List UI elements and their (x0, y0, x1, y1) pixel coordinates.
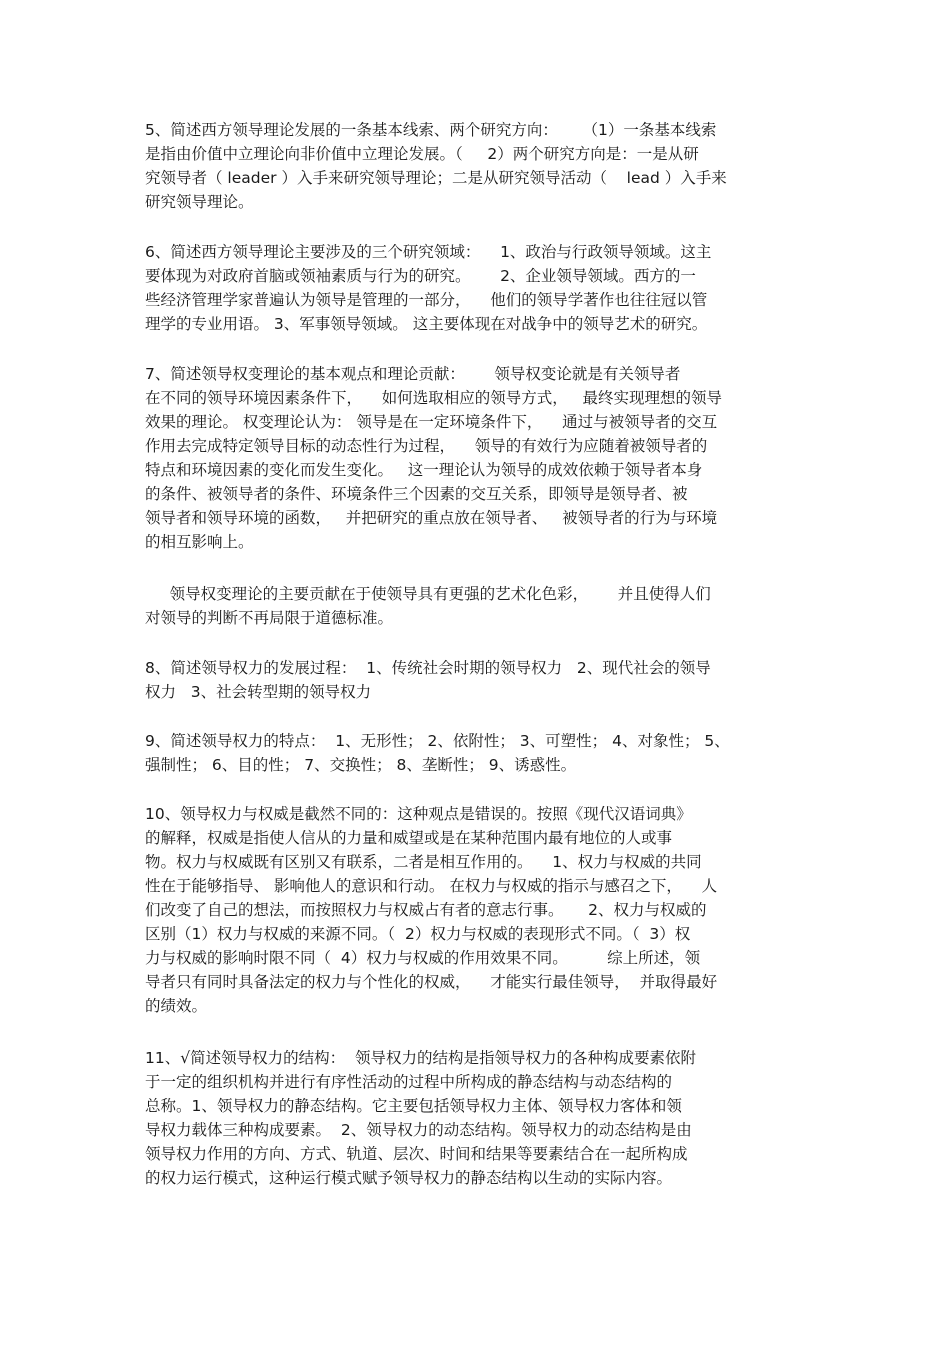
text-line: 的条件、被领导者的条件、环境条件三个因素的交互关系，即领导是领导者、被 (145, 485, 688, 503)
text-line: 导权力载体三种构成要素。 2、领导权力的动态结构。领导权力的动态结构是由 (145, 1121, 692, 1139)
paragraph-q5 (145, 118, 810, 214)
text-line: 的相互影响上。 (145, 533, 254, 551)
text-line: 于一定的组织机构并进行有序性活动的过程中所构成的静态结构与动态结构的 (145, 1073, 673, 1091)
text-line: 在不同的领导环境因素条件下， 如何选取相应的领导方式， 最终实现理想的领导 (145, 389, 722, 407)
text-line: 的权力运行模式，这种运行模式赋予领导权力的静态结构以生动的实际内容。 (145, 1169, 673, 1187)
text-line: 要体现为对政府首脑或领袖素质与行为的研究。 2、企业领导领域。西方的一 (145, 267, 696, 285)
text-line: 11、√简述领导权力的结构： 领导权力的结构是指领导权力的各种构成要素依附 (145, 1049, 696, 1067)
text-line: 9、简述领导权力的特点： 1、无形性； 2、依附性； 3、可塑性； 4、对象性； 5、 (145, 732, 730, 750)
paragraph-q8 (145, 656, 810, 704)
text-line: 5、简述西方领导理论发展的一条基本线索、两个研究方向： （1）一条基本线索 (145, 121, 717, 139)
text-line: 究领导者（ leader ）入手来研究领导理论；二是从研究领导活动（ lead ）入手来 (145, 169, 727, 187)
text-line: 权力 3、社会转型期的领导权力 (145, 683, 372, 701)
text-line: 10、领导权力与权威是截然不同的：这种观点是错误的。按照《现代汉语词典》 (145, 805, 692, 823)
text-line: 作用去完成特定领导目标的动态性行为过程， 领导的有效行为应随着被领导者的 (145, 437, 708, 455)
text-line: 理学的专业用语。 3、军事领导领域。 这主要体现在对战争中的领导艺术的研究。 (145, 315, 708, 333)
paragraph-q9 (145, 729, 810, 777)
text-line: 特点和环境因素的变化而发生变化。 这一理论认为领导的成效依赖于领导者本身 (145, 461, 703, 479)
paragraph-q6 (145, 240, 810, 336)
text-line: 物。权力与权威既有区别又有联系，二者是相互作用的。 1、权力与权威的共同 (145, 853, 702, 871)
text-line: 性在于能够指导、 影响他人的意识和行动。 在权力与权威的指示与感召之下， 人 (145, 877, 718, 895)
text-line: 领导者和领导环境的函数， 并把研究的重点放在领导者、 被领导者的行为与环境 (145, 509, 718, 527)
text-line: 8、简述领导权力的发展过程： 1、传统社会时期的领导权力 2、现代社会的领导 (145, 659, 711, 677)
text-line: 的绩效。 (145, 997, 208, 1015)
text-line: 的解释，权威是指使人信从的力量和威望或是在某种范围内最有地位的人或事 (145, 829, 673, 847)
text-line: 区别（1）权力与权威的来源不同。（ 2）权力与权威的表现形式不同。（ 3）权 (145, 925, 691, 943)
text-line: 6、简述西方领导理论主要涉及的三个研究领域： 1、政治与行政领导领域。这主 (145, 243, 712, 261)
text-line: 些经济管理学家普遍认为领导是管理的一部分， 他们的领导学著作也往往冠以管 (145, 291, 708, 309)
text-line: 是指由价值中立理论向非价值中立理论发展。（ 2）两个研究方向是：一是从研 (145, 145, 699, 163)
text-line: 领导权变理论的主要贡献在于使领导具有更强的艺术化色彩， 并且使得人们 (145, 585, 711, 603)
text-line: 导者只有同时具备法定的权力与个性化的权威， 才能实行最佳领导， 并取得最好 (145, 973, 718, 991)
text-line: 们改变了自己的想法，而按照权力与权威占有者的意志行事。 2、权力与权威的 (145, 901, 707, 919)
text-line: 总称。1、领导权力的静态结构。它主要包括领导权力主体、领导权力客体和领 (145, 1097, 682, 1115)
text-line: 研究领导理论。 (145, 193, 254, 211)
text-line: 对领导的判断不再局限于道德标准。 (145, 609, 394, 627)
text-line: 效果的理论。 权变理论认为： 领导是在一定环境条件下， 通过与被领导者的交互 (145, 413, 718, 431)
paragraph-q7 (145, 362, 810, 554)
paragraph-q11 (145, 1046, 810, 1190)
text-line: 强制性； 6、目的性； 7、交换性； 8、垄断性； 9、诱惑性。 (145, 756, 577, 774)
text-line: 7、简述领导权变理论的基本观点和理论贡献： 领导权变论就是有关领导者 (145, 365, 681, 383)
text-line: 领导权力作用的方向、方式、轨道、层次、时间和结果等要素结合在一起所构成 (145, 1145, 688, 1163)
paragraph-q10 (145, 802, 810, 1018)
text-line: 力与权威的影响时限不同（ 4）权力与权威的作用效果不同。 综上所述，领 (145, 949, 701, 967)
paragraph-q7-contribution (145, 582, 810, 630)
